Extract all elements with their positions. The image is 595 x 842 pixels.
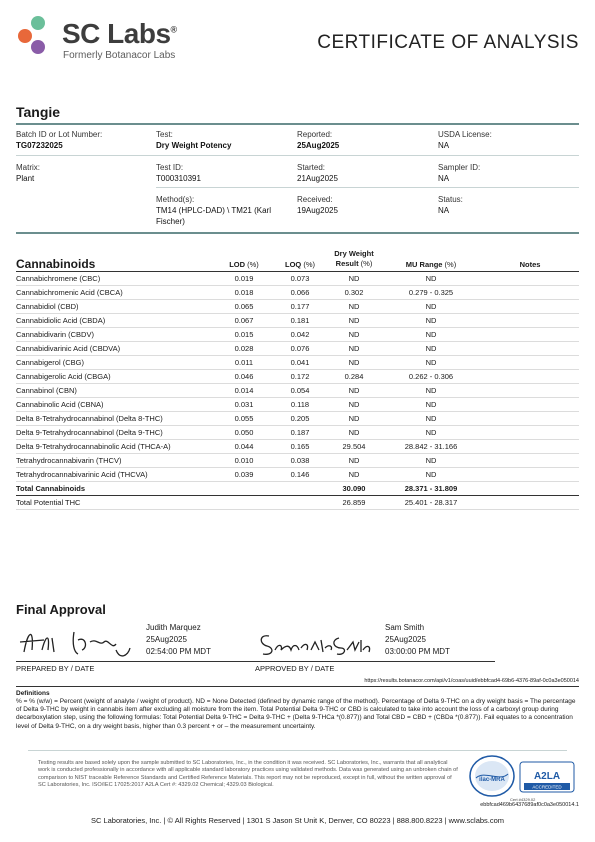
total-thc-mu-range: 25.401 - 28.317 xyxy=(404,498,458,507)
lod-header: LOD (%) xyxy=(229,260,259,269)
loq-value: 0.165 xyxy=(290,442,310,451)
cannabinoids-heading: Cannabinoids xyxy=(16,257,96,271)
logo-dots-icon xyxy=(16,14,58,56)
result-value: ND xyxy=(348,302,360,311)
table-row xyxy=(16,356,579,370)
prepared-name: Judith Marquez xyxy=(146,623,201,632)
analyte-name: Cannabigerol (CBG) xyxy=(16,358,84,367)
usda-value: NA xyxy=(438,141,450,150)
mu-range-value: ND xyxy=(425,400,437,409)
mu-range-value: ND xyxy=(425,274,437,283)
disclaimer-text: Testing results are based solely upon the sample submitted to SC Laboratories, Inc., in the condition it was received. SC Laboratories, Inc., warrants that all analytical work is conducted professionally in accordance with all applicable standard laboratory practices using validated methods. Data was generated using an unbroken chain of comparison to NIST traceable Reference Standards and Certified Reference Materials. This report may not be reproduced, except in full, without the written approval of SC Laboratories, Inc. ISO/IEC 17025:2017 A2LA Cert #: 4329.02 Chemical; 4329.03 Biological. xyxy=(38,760,458,788)
brand-subtitle: Formerly Botanacor Labs xyxy=(63,50,176,61)
result-value: ND xyxy=(348,414,360,423)
sc-labs-logo xyxy=(16,14,196,64)
approved-time: 03:00:00 PM MDT xyxy=(385,647,450,656)
mu-range-value: 28.842 - 31.166 xyxy=(404,442,458,451)
total-thc-row xyxy=(16,496,579,510)
approved-rule xyxy=(255,661,495,662)
table-row xyxy=(16,342,579,356)
approved-info xyxy=(385,622,450,658)
loq-value: 0.038 xyxy=(290,456,310,465)
ilac-text: ilac-MRA xyxy=(479,777,505,783)
lod-value: 0.031 xyxy=(234,400,254,409)
loq-header: LOQ (%) xyxy=(284,260,315,269)
approved-role: APPROVED BY / DATE xyxy=(255,664,335,673)
batch-field xyxy=(16,129,102,151)
definitions-text: % = % (w/w) = Percent (weight of analyte / weight of product). ND = None Detected (defined by dynamic range of the method). Percentage of Delta 9-THC on a dry weight basis = The percentage of Delta 9-THC by weight in cannabis item after excluding all moisture from the item. Total Potential Delta 9-THC or CBD is calculated to take into account the loss of a carboxyl group during decarboxylation step, using the following formulas: Total Potential Delta 9-THC = Delta 9-THC + (Delta 9-THCa *(0.877)) and Total CBD = CBD + (CBDa *(0.877)). Fail equates to a concentration level of Delta 9-THC, on a dry weight basis, higher than 0.3 percent + or – the measurement uncertainty. xyxy=(16,698,576,730)
prepared-date: 25Aug2025 xyxy=(146,635,187,644)
lod-value: 0.039 xyxy=(234,470,254,479)
matrix-label: Matrix: xyxy=(16,163,40,172)
disclaimer-rule xyxy=(28,750,567,751)
testid-value: T000310391 xyxy=(156,174,201,183)
registered-mark: ® xyxy=(170,24,177,35)
lod-value: 0.065 xyxy=(234,302,254,311)
result-value: ND xyxy=(348,400,360,409)
total-cannabinoids-row xyxy=(16,482,579,496)
lod-value: 0.015 xyxy=(234,330,254,339)
loq-value: 0.205 xyxy=(290,414,310,423)
table-row xyxy=(16,314,579,328)
header-divider xyxy=(16,123,579,125)
table-row xyxy=(16,454,579,468)
table-row xyxy=(16,426,579,440)
matrix-field xyxy=(16,162,40,184)
analyte-name: Delta 9-Tetrahydrocannabinol (Delta 9-THC) xyxy=(16,428,163,437)
table-row xyxy=(16,398,579,412)
mu-range-value: ND xyxy=(425,470,437,479)
coa-url-link[interactable]: https://results.botanacor.com/api/v1/coas/uuid/ebbfcad4-69b6-4376-89af-0c0a3e050014 xyxy=(364,678,579,684)
batch-label: Batch ID or Lot Number: xyxy=(16,130,103,139)
mu-range-value: ND xyxy=(425,386,437,395)
result-value: ND xyxy=(348,344,360,353)
mu-range-value: ND xyxy=(425,428,437,437)
received-field xyxy=(297,194,338,216)
loq-value: 0.177 xyxy=(290,302,310,311)
lod-value: 0.046 xyxy=(234,372,254,381)
reported-field xyxy=(297,129,339,151)
status-label: Status: xyxy=(438,195,463,204)
result-value: ND xyxy=(348,358,360,367)
approved-date: 25Aug2025 xyxy=(385,635,426,644)
prepared-time: 02:54:00 PM MDT xyxy=(146,647,211,656)
test-label: Test: xyxy=(156,130,173,139)
result-value: 0.302 xyxy=(344,288,364,297)
mu-range-value: 0.279 - 0.325 xyxy=(408,288,454,297)
sampler-value: NA xyxy=(438,174,450,183)
lod-value: 0.019 xyxy=(234,274,254,283)
testid-label: Test ID: xyxy=(156,163,184,172)
result-value: ND xyxy=(348,386,360,395)
mu-range-value: ND xyxy=(425,456,437,465)
prepared-info xyxy=(146,622,211,658)
a2la-text: A2LA xyxy=(533,771,561,782)
analyte-name: Cannabichromenic Acid (CBCA) xyxy=(16,288,123,297)
lod-value: 0.044 xyxy=(234,442,254,451)
analyte-name: Delta 9-Tetrahydrocannabinolic Acid (THCA-A) xyxy=(16,442,171,451)
started-value: 21Aug2025 xyxy=(297,174,338,183)
analyte-name: Cannabichromene (CBC) xyxy=(16,274,101,283)
total-result: 30.090 xyxy=(342,484,366,493)
test-field xyxy=(156,129,231,151)
total-thc-result: 26.859 xyxy=(342,498,366,507)
mu-range-value: 0.262 - 0.306 xyxy=(408,372,454,381)
prepared-signature xyxy=(16,620,136,664)
loq-value: 0.066 xyxy=(290,288,310,297)
result-value: ND xyxy=(348,428,360,437)
loq-value: 0.146 xyxy=(290,470,310,479)
lod-value: 0.010 xyxy=(234,456,254,465)
final-approval-heading: Final Approval xyxy=(16,602,106,617)
approved-name: Sam Smith xyxy=(385,623,425,632)
sampler-field xyxy=(438,162,480,184)
received-label: Received: xyxy=(297,195,333,204)
total-mu-range: 28.371 - 31.809 xyxy=(404,484,458,493)
analyte-name: Cannabidivarin (CBDV) xyxy=(16,330,94,339)
mu-header: MU Range (%) xyxy=(405,260,457,269)
table-row xyxy=(16,384,579,398)
total-label: Total Cannabinoids xyxy=(16,484,86,493)
approved-signature xyxy=(255,620,375,664)
loq-value: 0.187 xyxy=(290,428,310,437)
mu-range-value: ND xyxy=(425,344,437,353)
method-divider xyxy=(156,187,579,188)
analyte-name: Cannabigerolic Acid (CBGA) xyxy=(16,372,111,381)
status-field xyxy=(438,194,463,216)
sampler-label: Sampler ID: xyxy=(438,163,481,172)
loq-value: 0.118 xyxy=(290,400,310,409)
lod-value: 0.018 xyxy=(234,288,254,297)
mu-range-value: ND xyxy=(425,358,437,367)
definitions-rule xyxy=(16,686,579,687)
lod-value: 0.067 xyxy=(234,316,254,325)
a2la-badge-icon xyxy=(520,762,574,792)
table-row xyxy=(16,286,579,300)
method-value: TM14 (HPLC-DAD) \ TM21 (Karl Fischer) xyxy=(156,206,271,226)
loq-value: 0.172 xyxy=(290,372,310,381)
loq-value: 0.042 xyxy=(290,330,310,339)
footer-text: SC Laboratories, Inc. | © All Rights Reserved | 1301 S Jason St Unit K, Denver, CO 80223 | 888.800.8223 | www.sclabs.com xyxy=(90,816,505,825)
result-value: 29.504 xyxy=(342,442,366,451)
analyte-name: Tetrahydrocannabivarinic Acid (THCVA) xyxy=(16,470,148,479)
lod-value: 0.014 xyxy=(234,386,254,395)
table-row xyxy=(16,370,579,384)
lod-value: 0.050 xyxy=(234,428,254,437)
loq-value: 0.041 xyxy=(290,358,310,367)
mu-range-value: ND xyxy=(425,414,437,423)
usda-label: USDA License: xyxy=(438,130,492,139)
result-value: ND xyxy=(348,316,360,325)
testid-field xyxy=(156,162,201,184)
prepared-rule xyxy=(16,661,256,662)
mu-range-value: ND xyxy=(425,316,437,325)
result-value: ND xyxy=(348,330,360,339)
received-value: 19Aug2025 xyxy=(297,206,338,215)
table-row xyxy=(16,468,579,482)
started-label: Started: xyxy=(297,163,326,172)
prepared-role: PREPARED BY / DATE xyxy=(16,664,95,673)
loq-value: 0.076 xyxy=(290,344,310,353)
sample-name: Tangie xyxy=(16,104,61,120)
reported-label: Reported: xyxy=(297,130,333,139)
result-value: ND xyxy=(348,274,360,283)
table-row xyxy=(16,412,579,426)
result-header: Dry Weight Result (%) xyxy=(334,249,374,268)
analyte-name: Cannabinol (CBN) xyxy=(16,386,77,395)
lod-value: 0.028 xyxy=(234,344,254,353)
batch-value: TG07232025 xyxy=(16,141,63,150)
test-value: Dry Weight Potency xyxy=(156,141,232,150)
analyte-name: Delta 8-Tetrahydrocannabinol (Delta 8-THC) xyxy=(16,414,163,423)
accredited-text: ACCREDITED xyxy=(532,784,562,790)
status-value: NA xyxy=(438,206,450,215)
result-value: ND xyxy=(348,470,360,479)
started-field xyxy=(297,162,338,184)
lod-value: 0.055 xyxy=(234,414,254,423)
lod-value: 0.011 xyxy=(234,358,254,367)
method-label: Method(s): xyxy=(156,195,195,204)
method-field xyxy=(156,194,286,227)
analyte-name: Cannabinolic Acid (CBNA) xyxy=(16,400,104,409)
matrix-value: Plant xyxy=(16,174,35,183)
analyte-name: Tetrahydrocannabivarin (THCV) xyxy=(16,456,122,465)
mu-range-value: ND xyxy=(425,330,437,339)
notes-header: Notes xyxy=(519,260,541,269)
total-thc-label: Total Potential THC xyxy=(16,498,81,507)
info-divider xyxy=(16,155,579,156)
result-value: ND xyxy=(348,456,360,465)
loq-value: 0.073 xyxy=(290,274,310,283)
mu-range-value: ND xyxy=(425,302,437,311)
loq-value: 0.054 xyxy=(290,386,310,395)
document-title: CERTIFICATE OF ANALYSIS xyxy=(317,32,579,53)
usda-field xyxy=(438,129,492,151)
table-row xyxy=(16,440,579,454)
brand-name: SC Labs® xyxy=(62,18,177,49)
reported-value: 25Aug2025 xyxy=(297,141,340,150)
table-row xyxy=(16,328,579,342)
table-row xyxy=(16,300,579,314)
analyte-name: Cannabidiolic Acid (CBDA) xyxy=(16,316,106,325)
result-value: 0.284 xyxy=(344,372,364,381)
loq-value: 0.181 xyxy=(290,316,310,325)
section-divider xyxy=(16,232,579,234)
ilac-mra-badge-icon xyxy=(470,756,514,796)
table-row xyxy=(16,272,579,286)
cert-number: Cert #4329.02 xyxy=(510,797,536,802)
analyte-name: Cannabidivarinic Acid (CBDVA) xyxy=(16,344,121,353)
definitions-heading: Definitions xyxy=(16,690,50,697)
document-hash: ebbfcad469b6437689af0c0a3e050014.1 xyxy=(480,802,579,808)
analyte-name: Cannabidiol (CBD) xyxy=(16,302,79,311)
